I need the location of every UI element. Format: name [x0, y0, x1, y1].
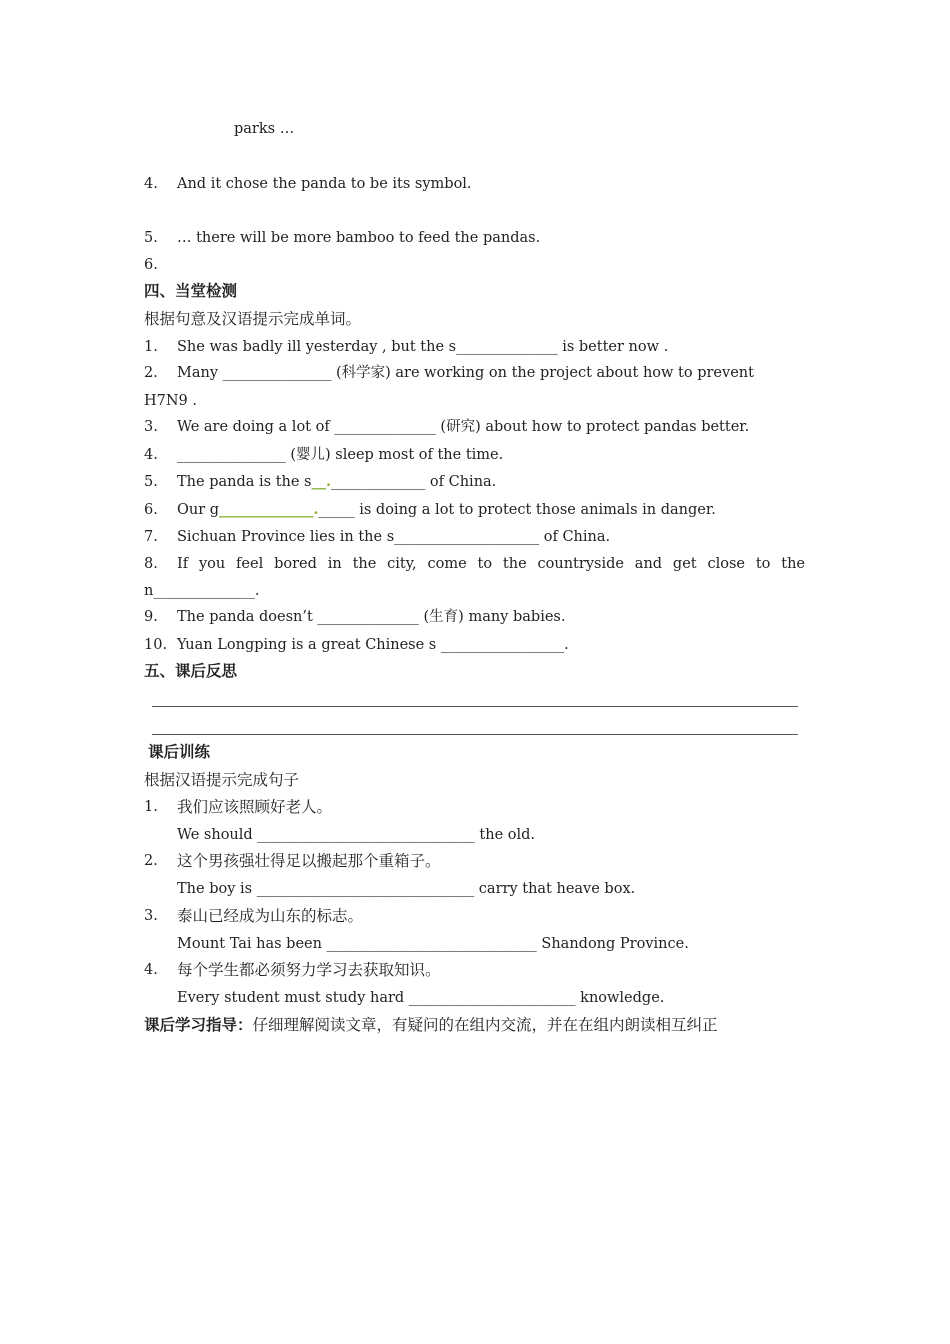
homework-number: 2. — [144, 853, 158, 869]
reflection-writing-line — [152, 734, 798, 735]
answer-blank-mark: __. — [311, 473, 332, 490]
exercise-text: The panda doesn’t ______________ (生育) many babies. — [177, 609, 566, 625]
reading-item-number: 4. — [144, 176, 158, 192]
exercise-text — [177, 472, 496, 492]
section5-title: 五、课后反思 — [144, 662, 238, 680]
homework-english: Every student must study hard _______________________ knowledge. — [177, 990, 665, 1006]
homework-english: Mount Tai has been _____________________________ Shandong Province. — [177, 936, 689, 952]
exercise-text-end: _____________ of China. — [331, 474, 497, 490]
homework-title: 课后训练 — [148, 743, 211, 761]
homework-english: The boy is ______________________________ carry that heave box. — [177, 881, 636, 897]
reading-item-text: … there will be more bamboo to feed the pandas. — [177, 230, 541, 246]
study-guide-label: 课后学习指导： — [144, 1016, 253, 1034]
study-guide — [144, 1015, 718, 1035]
exercise-number: 4. — [144, 447, 158, 463]
exercise-text-start: The panda is the s — [177, 474, 312, 490]
section4-instruction: 根据句意及汉语提示完成单词。 — [144, 310, 362, 328]
homework-english: We should ______________________________ the old. — [177, 827, 536, 843]
exercise-text: She was badly ill yesterday , but the s______________ is better now . — [177, 339, 669, 355]
exercise-number: 5. — [144, 474, 158, 490]
exercise-text-end: _____ is doing a lot to protect those animals in danger. — [318, 502, 716, 518]
answer-blank-mark: _____________. — [219, 501, 319, 518]
homework-chinese: 我们应该照顾好老人。 — [177, 798, 333, 816]
exercise-text: If you feel bored in the city, come to the countryside and get close to the — [177, 556, 805, 572]
exercise-number: 1. — [144, 339, 158, 355]
exercise-text: _______________ (婴儿) sleep most of the time. — [177, 447, 504, 463]
homework-chinese: 这个男孩强壮得足以搬起那个重箱子。 — [177, 852, 441, 870]
section4-title: 四、当堂检测 — [144, 282, 238, 300]
exercise-text: We are doing a lot of ______________ (研究) about how to protect pandas better. — [177, 419, 750, 435]
exercise-number: 10. — [144, 637, 168, 653]
exercise-text: Many _______________ (科学家) are working on the project about how to prevent — [177, 365, 754, 381]
exercise-number: 2. — [144, 365, 158, 381]
exercise-text-continued: H7N9 . — [144, 393, 198, 409]
homework-chinese: 泰山已经成为山东的标志。 — [177, 907, 364, 925]
exercise-text-continued: n______________. — [144, 583, 260, 599]
exercise-text: Sichuan Province lies in the s____________________ of China. — [177, 529, 611, 545]
reflection-writing-line — [152, 706, 798, 707]
study-guide-text: 仔细理解阅读文章，有疑问的在组内交流，并在在组内朗读相互纠正 — [252, 1016, 718, 1034]
exercise-text — [177, 500, 716, 520]
exercise-text-start: Our g — [177, 502, 220, 518]
reading-item-text: And it chose the panda to be its symbol. — [177, 176, 472, 192]
reading-item-number: 6. — [144, 257, 158, 273]
homework-number: 1. — [144, 799, 158, 815]
exercise-number: 6. — [144, 502, 158, 518]
reading-line-parks: parks … — [234, 121, 295, 137]
homework-chinese: 每个学生都必须努力学习去获取知识。 — [177, 961, 441, 979]
homework-number: 4. — [144, 962, 158, 978]
exercise-number: 8. — [144, 556, 158, 572]
exercise-text: Yuan Longping is a great Chinese s _________________. — [177, 637, 569, 653]
exercise-number: 3. — [144, 419, 158, 435]
homework-instruction: 根据汉语提示完成句子 — [144, 771, 300, 789]
reading-item-number: 5. — [144, 230, 158, 246]
exercise-number: 9. — [144, 609, 158, 625]
exercise-number: 7. — [144, 529, 158, 545]
homework-number: 3. — [144, 908, 158, 924]
